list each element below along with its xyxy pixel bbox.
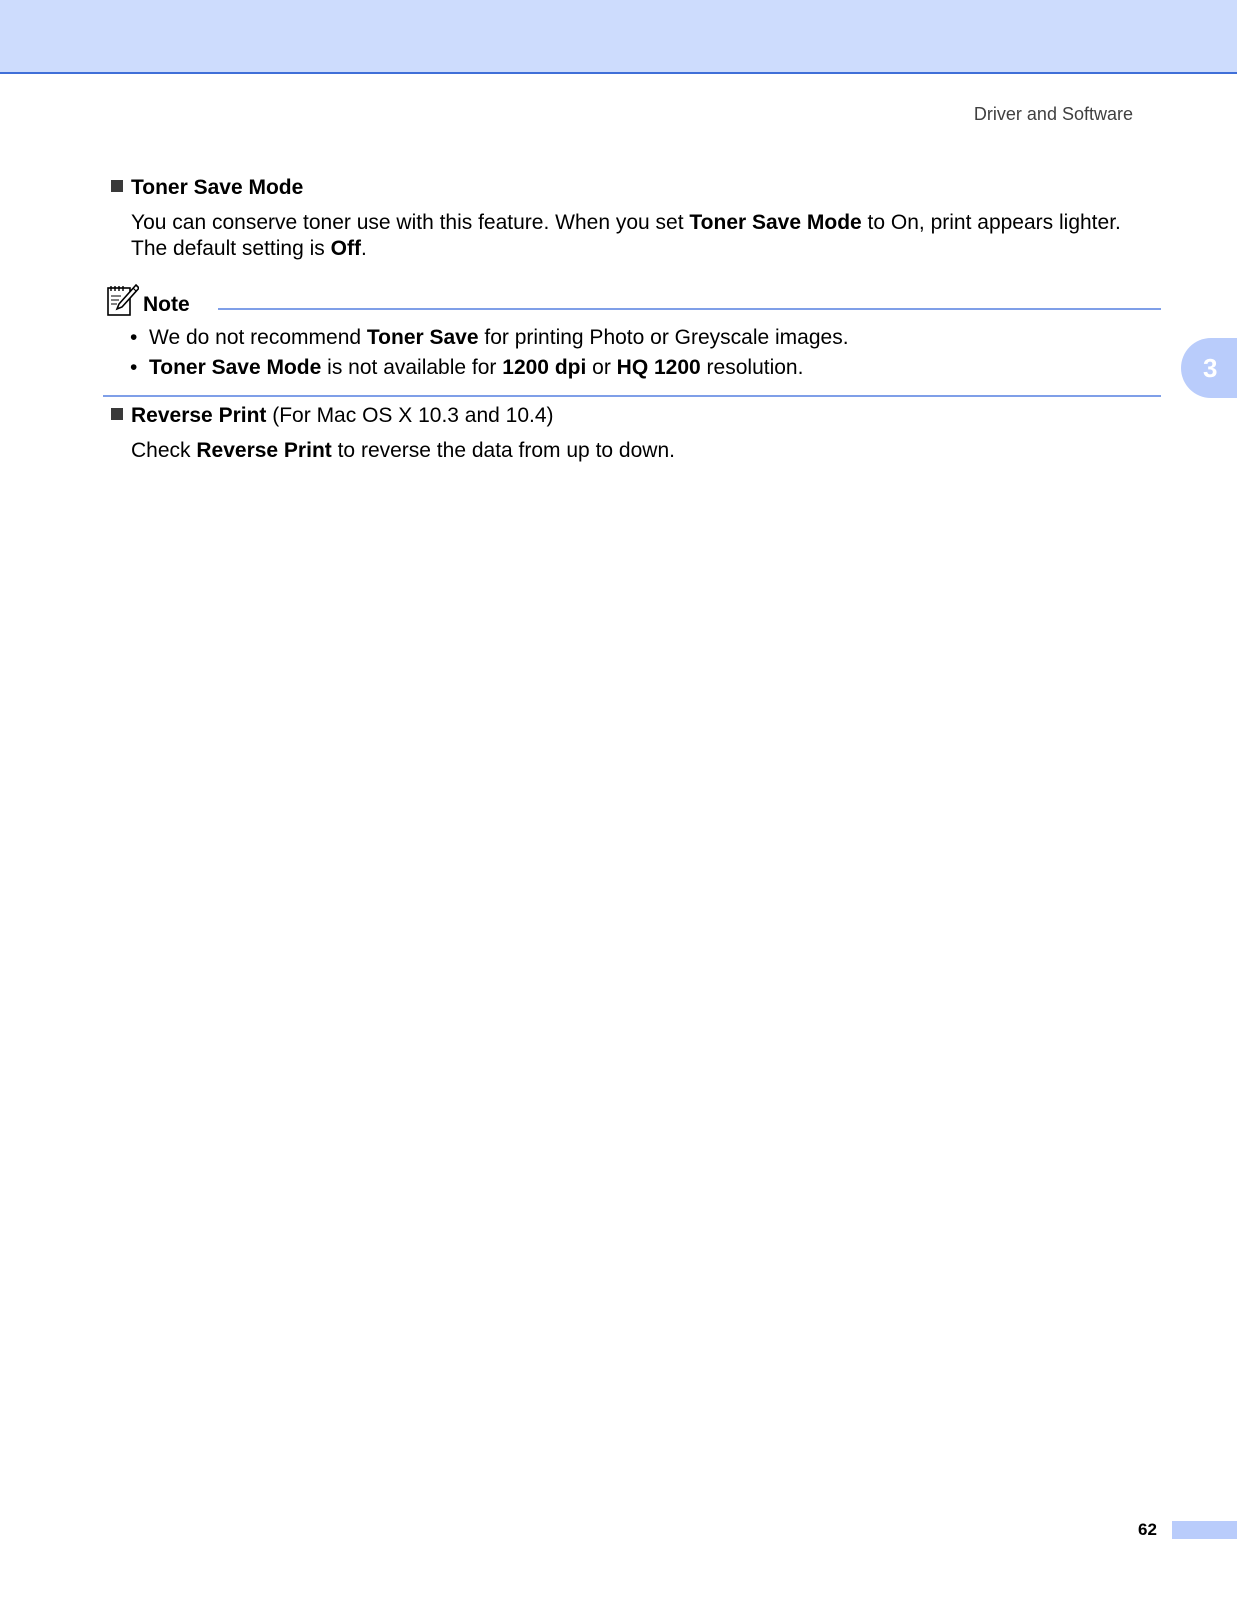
section-heading-bold: Toner Save Mode [131,176,304,199]
body-text: . [360,237,367,260]
note-text-bold: HQ 1200 [616,356,701,379]
page-number: 62 [1138,1520,1157,1539]
note-header [103,282,1161,322]
square-bullet-icon [111,180,123,192]
body-text-bold: Off [330,237,361,260]
section-toner-save-mode [111,174,1161,262]
note-text-bold: 1200 dpi [502,356,587,379]
square-bullet-icon [111,408,123,420]
section-heading-bold: Reverse Print [131,404,267,427]
body-text: You can conserve toner use with this feature. When you set [131,211,690,234]
header-band [0,0,1237,74]
section-body [131,210,1161,262]
note-rule-bottom [103,395,1161,397]
body-text-bold: Toner Save Mode [689,211,862,234]
note-title: Note [143,293,190,316]
note-text: or [586,356,617,379]
note-text: We do not recommend [149,326,367,349]
note-text: is not available for [321,356,503,379]
body-text: Check [131,439,197,462]
note-list [130,323,1150,383]
body-text: The default setting is [131,237,331,260]
note-text: for printing Photo or Greyscale images. [478,326,849,349]
body-text: to On, print appears lighter. [861,211,1121,234]
section-body [131,438,1161,464]
body-text: to reverse the data from up to down. [331,439,675,462]
note-item [130,353,1150,383]
note-text: resolution. [700,356,804,379]
section-heading [111,402,1161,430]
note-text-bold: Toner Save [366,326,479,349]
body-text-bold: Reverse Print [196,439,332,462]
note-text-bold: Toner Save Mode [149,356,322,379]
section-heading-rest: (For Mac OS X 10.3 and 10.4) [266,404,554,427]
note-item [130,323,1150,353]
section-heading [111,174,1161,202]
running-header: Driver and Software [973,104,1133,124]
chapter-tab: 3 [1181,338,1237,398]
note-pad-pencil-icon [105,282,139,318]
section-reverse-print [111,402,1161,464]
note-rule-top [218,308,1161,310]
page-number-bar [1172,1521,1237,1539]
